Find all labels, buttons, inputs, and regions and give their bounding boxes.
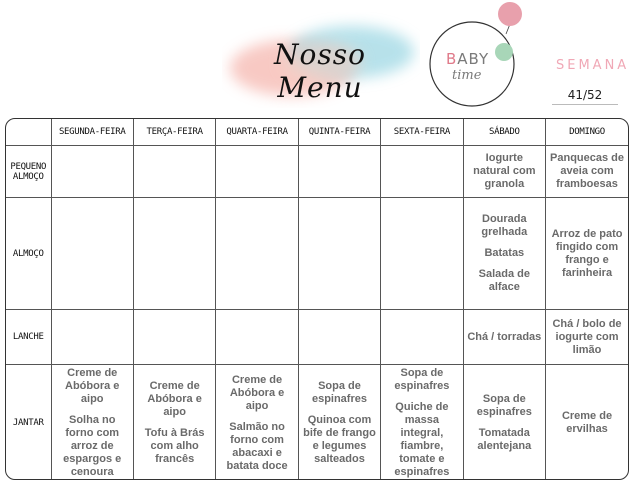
menu-cell [463,198,545,310]
menu-cell [546,146,628,198]
menu-item: Dourada grelhada [481,213,528,238]
pink-balloon-icon [498,2,522,26]
menu-cell [51,365,133,481]
menu-cell [546,365,628,481]
meal-label [6,310,51,365]
menu-item: Creme de ervilhas [561,410,613,435]
meal-row [6,146,628,198]
menu-item: Tofu à Brás com alho francês [144,427,205,465]
menu-cell [381,146,463,198]
table-header-row [6,119,628,146]
menu-cell [133,198,215,310]
meal-row [6,198,628,310]
menu-item: Creme de Abóbora e aipo [65,367,120,405]
menu-cell [216,146,298,198]
day-header: QUINTA-FEIRA [298,119,380,146]
menu-cell [216,198,298,310]
corner-cell [6,119,51,146]
menu-item: Sopa de espinafres [476,393,532,418]
menu-item: Creme de Abóbora e aipo [229,373,285,412]
day-header: DOMINGO [546,119,628,146]
menu-cell [463,146,545,198]
week-value: 41/52 [552,88,618,105]
week-label: SEMANA [556,58,630,73]
day-header: SÁBADO [463,119,545,146]
day-header: QUARTA-FEIRA [216,119,298,146]
menu-cell [463,365,545,481]
menu-item: Panquecas de aveia com framboesas [550,152,624,190]
menu-cell [381,198,463,310]
logo-baby-text: BABY [446,50,490,68]
menu-item: Creme de Abóbora e aipo [147,380,202,418]
day-header: SEXTA-FEIRA [381,119,463,146]
menu-cell [546,198,628,310]
menu-cell [546,310,628,365]
menu-item: Arroz de pato fingido com frango e farinheira [551,227,623,279]
menu-cell [133,146,215,198]
menu-cell [298,365,380,481]
menu-cell [298,198,380,310]
menu-item: Quiche de massa integral, fiambre, tomate e espinafres [394,401,450,478]
menu-item: Quinoa com bife de frango e legumes salteados [303,414,376,465]
menu-item: Salmão no forno com abacaxi e batata doce [226,420,288,472]
menu-cell [298,310,380,365]
menu-cell [298,146,380,198]
meal-label-line: JANTAR [12,418,44,428]
meal-label [6,146,51,198]
menu-cell [381,310,463,365]
menu-item: Chá / torradas [467,330,542,343]
menu-cell [463,310,545,365]
menu-item: Iogurte natural com granola [473,152,536,190]
menu-item: Sopa de espinafres [394,367,450,392]
meal-label-line: LANCHE [12,332,44,342]
meal-label-line: ALMOÇO [12,171,44,182]
menu-item: Sopa de espinafres [311,380,367,405]
menu-item: Chá / bolo de iogurte com limão [552,317,622,356]
baby-time-logo [424,0,556,112]
meal-label-line: PEQUENO [10,161,47,172]
logo-time-text: time [452,68,482,83]
day-header: SEGUNDA-FEIRA [51,119,133,146]
day-header: TERÇA-FEIRA [133,119,215,146]
menu-cell [133,365,215,481]
meal-row [6,365,628,481]
meal-label [6,365,51,481]
menu-cell [381,365,463,481]
weekly-menu-table [5,118,629,480]
menu-cell [133,310,215,365]
page-title: Nosso Menu [274,38,366,104]
menu-item: Solha no forno com arroz de espargos e cenoura [63,414,122,478]
menu-item: Tomatada alentejana [477,427,532,452]
menu-item: Batatas [484,247,525,259]
menu-cell [216,365,298,481]
meal-label-line: ALMOÇO [12,248,44,259]
menu-cell [51,310,133,365]
meal-label [6,198,51,310]
menu-item: Salada de alface [478,268,530,293]
menu-cell [216,310,298,365]
green-balloon-icon [495,43,513,61]
menu-cell [51,146,133,198]
menu-cell [51,198,133,310]
meal-row [6,310,628,365]
